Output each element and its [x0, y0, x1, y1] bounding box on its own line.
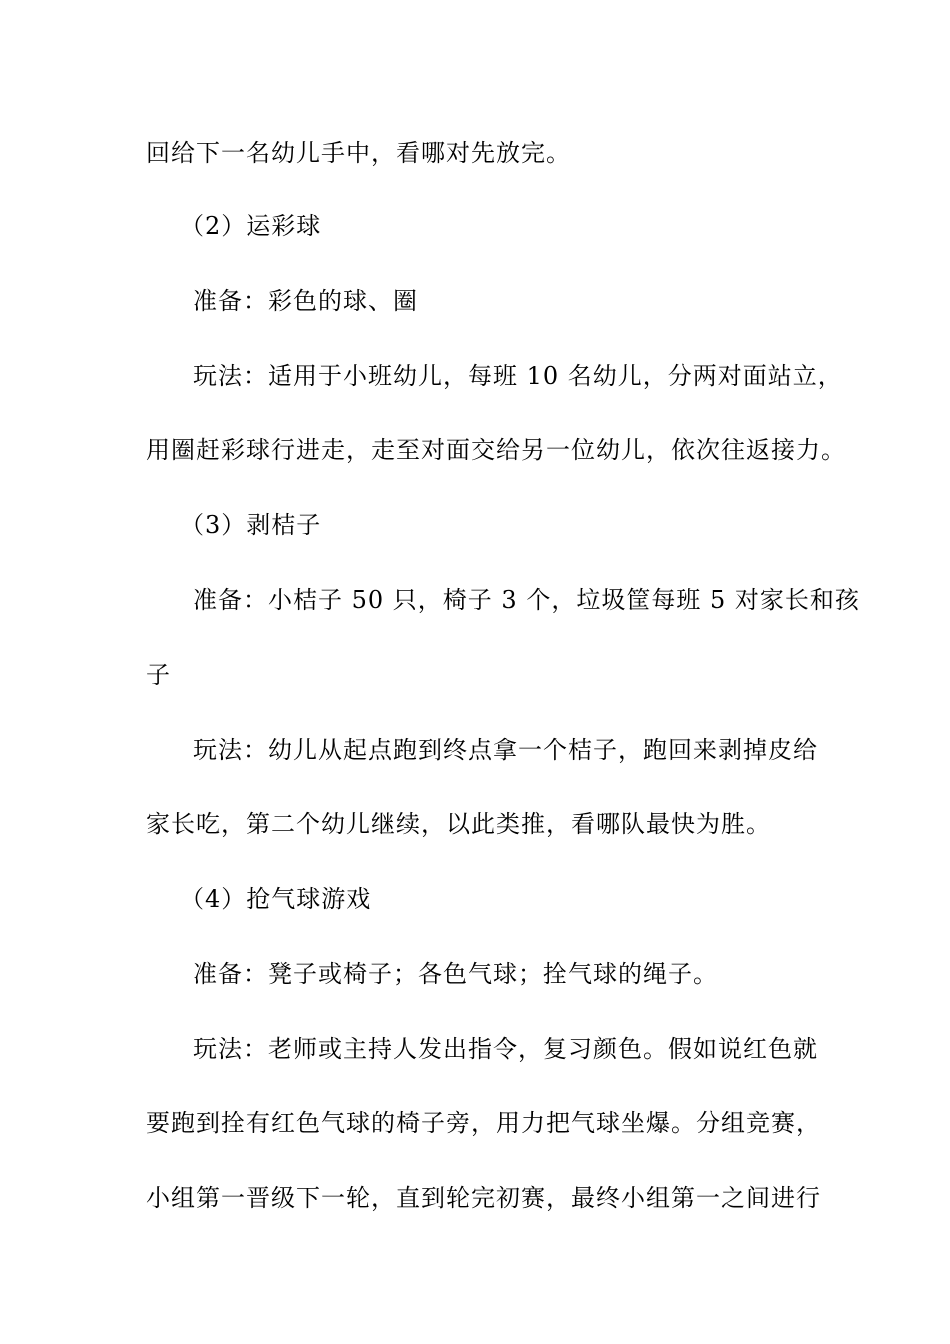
paragraph-line: 准备：凳子或椅子；各色气球；拴气球的绳子。 — [193, 960, 718, 988]
paragraph-line: 子 — [146, 661, 171, 689]
section-heading: （3）剥桔子 — [180, 511, 322, 539]
paragraph-line: 要跑到拴有红色气球的椅子旁，用力把气球坐爆。分组竞赛， — [146, 1109, 821, 1137]
paragraph-line: 玩法：幼儿从起点跑到终点拿一个桔子，跑回来剥掉皮给 — [193, 736, 818, 764]
paragraph-line: 用圈赶彩球行进走，走至对面交给另一位幼儿，依次往返接力。 — [146, 436, 846, 464]
paragraph-line: 玩法：适用于小班幼儿，每班 10 名幼儿，分两对面站立， — [193, 362, 843, 390]
paragraph-line: 准备：彩色的球、圈 — [193, 287, 418, 315]
paragraph-line: 小组第一晋级下一轮，直到轮完初赛，最终小组第一之间进行 — [146, 1184, 821, 1212]
section-heading: （2）运彩球 — [180, 212, 322, 240]
paragraph-line: 玩法：老师或主持人发出指令，复习颜色。假如说红色就 — [193, 1035, 818, 1063]
section-heading: （4）抢气球游戏 — [180, 885, 372, 913]
paragraph-line: 回给下一名幼儿手中，看哪对先放完。 — [146, 139, 571, 167]
paragraph-line: 家长吃，第二个幼儿继续，以此类推，看哪队最快为胜。 — [146, 810, 771, 838]
paragraph-line: 准备：小桔子 50 只，椅子 3 个，垃圾筐每班 5 对家长和孩 — [193, 586, 860, 614]
